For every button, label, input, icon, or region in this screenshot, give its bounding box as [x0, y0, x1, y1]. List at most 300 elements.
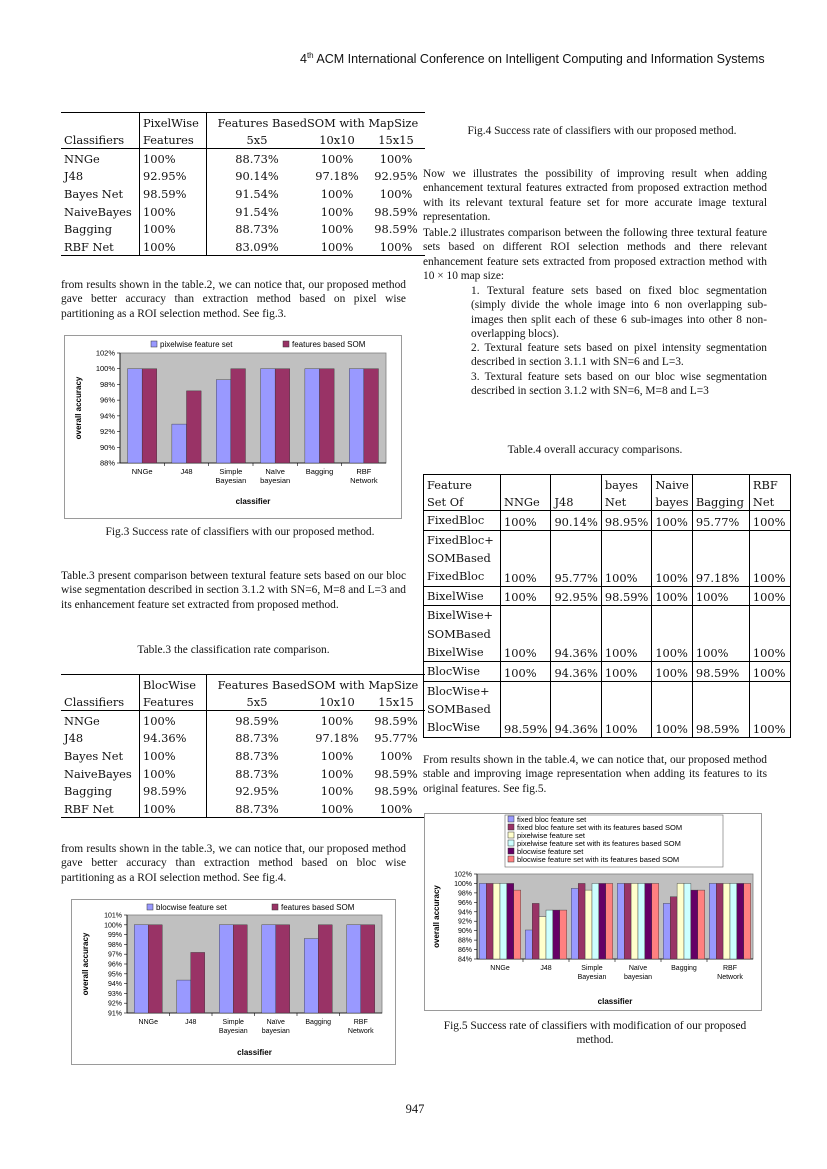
- table-4-header-cell: [692, 475, 749, 493]
- table-3-cell: 88.73%: [235, 766, 279, 781]
- bar: [142, 369, 157, 463]
- table-4-cell: 94.36%: [551, 681, 601, 737]
- table-2-cell: 98.59%: [374, 222, 418, 237]
- x-tick-label: J48: [540, 965, 552, 972]
- table-3-cell: 98.59%: [140, 782, 207, 800]
- legend-label: pixelwise feature set: [517, 831, 585, 840]
- bar: [305, 369, 320, 463]
- y-tick-label: 96%: [457, 899, 472, 907]
- table-2-cell: 83.09%: [235, 239, 279, 254]
- feature-set-label-line: SOMBased: [427, 702, 491, 717]
- x-tick-label: Simple: [581, 965, 603, 972]
- feature-set-list: [471, 284, 767, 398]
- table-2-cell: 98.59%: [374, 204, 418, 219]
- y-tick-label: 98%: [457, 890, 472, 898]
- x-tick-label: RBF: [353, 1019, 368, 1026]
- table-4-cell: 94.36%: [551, 606, 601, 662]
- paragraph-after-table-2: from results shown in the table.2, we can notice that, our proposed method gave better accuracy than extraction method based on pixel wise partitioning as a ROI selection method. See fig.3.: [61, 279, 406, 320]
- table-2-header-cell: SOM with MapSize: [307, 115, 419, 130]
- y-tick-label: 102%: [454, 871, 472, 879]
- table-4-caption: Table.4 overall accuracy comparisons.: [507, 444, 683, 456]
- bar: [723, 883, 730, 959]
- bar: [128, 369, 143, 463]
- table-4-feature-set-cell: [424, 511, 501, 530]
- paragraph-after-table-3: from results shown in the table.3, we can notice that, our proposed method gave better accuracy than extraction method based on bloc wise partitioning as a ROI selection method. See fig.4.: [61, 843, 406, 884]
- table-3-cell: NNGe: [61, 711, 140, 729]
- plot-area: [127, 915, 382, 1013]
- feature-set-label-line: SOMBased: [427, 550, 491, 565]
- table-2-cell: Bagging: [61, 220, 140, 238]
- table-3-header-cell: 10x10: [307, 693, 367, 711]
- table-4-cell: 100%: [601, 662, 651, 681]
- table-4-cell: 97.18%: [692, 530, 749, 586]
- table-2-cell: 100%: [140, 149, 207, 167]
- plot-area: [120, 353, 386, 463]
- bar: [262, 925, 276, 1013]
- x-tick-label: J48: [185, 1019, 197, 1026]
- paragraph-after-table-4: From results shown in the table.4, we can notice that, our proposed method stable and improving image representation when adding its features to its original features. See fig.5.: [423, 754, 767, 795]
- x-tick-label: Network: [350, 476, 378, 485]
- table-row: [61, 237, 425, 255]
- feature-set-label-line: BixelWise: [427, 588, 484, 603]
- x-axis-label: classifier: [237, 1048, 272, 1057]
- table-4-header-cell: Naive: [652, 475, 693, 493]
- x-tick-label: Bayesian: [577, 974, 607, 981]
- x-tick-label: NNGe: [138, 1019, 158, 1026]
- table-3-cell: Bayes Net: [61, 746, 140, 764]
- table-3-header-cell: 15x15: [367, 693, 425, 711]
- table-3-cell: 98.59%: [235, 713, 279, 728]
- figure-4-caption: Fig.4 Success rate of classifiers with our proposed method.: [467, 125, 737, 137]
- x-tick-label: Bagging: [671, 965, 697, 972]
- header-number: 4: [300, 52, 307, 67]
- bar: [172, 424, 187, 463]
- x-tick-label: NNGe: [131, 467, 153, 476]
- bar: [500, 883, 507, 959]
- table-4-header-cell: Net: [749, 493, 790, 511]
- legend-label: features based SOM: [292, 340, 366, 349]
- legend-swatch: [508, 856, 514, 862]
- legend-swatch: [508, 840, 514, 846]
- legend-swatch: [283, 341, 289, 347]
- y-tick-label: 95%: [107, 971, 122, 979]
- table-3-cell: 88.73%: [235, 748, 279, 763]
- bar: [624, 883, 631, 959]
- table-2-cell: 100%: [320, 186, 354, 201]
- table-3-header-row: [61, 693, 425, 711]
- bar: [231, 369, 246, 463]
- table-4-cell: 100%: [652, 530, 693, 586]
- x-tick-label: Bayesian: [215, 476, 247, 485]
- table-4-cell: 92.95%: [551, 586, 601, 605]
- legend-swatch: [151, 341, 157, 347]
- table-row: [61, 202, 425, 220]
- table-3-cell: J48: [61, 729, 140, 747]
- bar: [585, 890, 592, 959]
- legend-label: fixed bloc feature set: [517, 815, 587, 824]
- legend-swatch: [508, 848, 514, 854]
- table-4-feature-set-cell: [424, 681, 501, 737]
- table-2-cell: 100%: [379, 151, 413, 166]
- table-4-cell: 100%: [749, 511, 790, 530]
- table-row: [61, 220, 425, 238]
- bar: [191, 952, 205, 1013]
- x-tick-label: Bagging: [305, 1019, 332, 1026]
- bar: [638, 883, 645, 959]
- bar: [617, 883, 624, 959]
- figure-4: [71, 899, 396, 1065]
- bar: [216, 380, 231, 463]
- table-2-cell: 90.14%: [235, 169, 279, 184]
- table-4-cell: 90.14%: [551, 511, 601, 530]
- table-2-cell: RBF Net: [61, 237, 140, 255]
- bar: [698, 890, 705, 959]
- feature-set-label-line: FixedBloc+: [427, 532, 494, 547]
- table-3-cell: 92.95%: [235, 784, 279, 799]
- table-row: [61, 746, 425, 764]
- table-3-grid: [61, 674, 425, 818]
- y-axis-label: overall accuracy: [74, 376, 83, 440]
- y-tick-label: 84%: [457, 956, 472, 964]
- table-4-cell: 100%: [652, 586, 693, 605]
- table-4-cell: 100%: [652, 681, 693, 737]
- table-3-cell: 100%: [140, 746, 207, 764]
- bar: [304, 939, 318, 1013]
- table-2-cell: 100%: [320, 239, 354, 254]
- figure-3: [64, 335, 402, 519]
- table-row: [61, 729, 425, 747]
- y-tick-label: 91%: [107, 1010, 122, 1018]
- table-row: [61, 149, 425, 167]
- bar: [479, 883, 486, 959]
- table-2-cell: 100%: [379, 239, 413, 254]
- list-item: 1. Textural feature sets based on fixed bloc segmentation (simply divide the whole image into 6 non overlapping sub-images then split each of these 6 sub-images into other 8 non-overlapping blocs).: [471, 285, 767, 340]
- table-2-header-cell: [61, 113, 140, 131]
- table-4-cell: 98.95%: [601, 511, 651, 530]
- bar: [560, 910, 567, 959]
- table-3-cell: 97.18%: [315, 731, 359, 746]
- legend-swatch: [272, 904, 278, 910]
- x-tick-label: Simple: [219, 467, 243, 476]
- table-row: [424, 530, 791, 586]
- table-2-cell: 100%: [140, 202, 207, 220]
- y-tick-label: 100%: [95, 364, 115, 374]
- table-3-cell: 100%: [379, 801, 413, 816]
- y-axis-label: overall accuracy: [432, 885, 441, 948]
- table-2-header-cell: 10x10: [307, 131, 367, 149]
- table-3-cell: NaiveBayes: [61, 764, 140, 782]
- table-2-header-cell: 15x15: [367, 131, 425, 149]
- paragraph-right-2: Table.2 illustrates comparison between the following three textural feature sets based on different ROI selection methods and there relevant enhancement feature sets extracted from proposed extraction method with 10 × 10 map size:: [423, 227, 767, 282]
- legend-swatch: [147, 904, 153, 910]
- x-tick-label: Naïve: [265, 467, 285, 476]
- table-2-cell: 100%: [320, 222, 354, 237]
- bar: [744, 883, 751, 959]
- figure-5: [424, 813, 762, 1011]
- x-tick-label: Naïve: [266, 1019, 285, 1026]
- bar: [177, 980, 191, 1013]
- table-2-cell: 100%: [140, 237, 207, 255]
- y-tick-label: 93%: [107, 990, 122, 998]
- table-2-cell: 100%: [320, 151, 354, 166]
- table-2-cell: 92.95%: [140, 167, 207, 185]
- bar: [364, 369, 379, 463]
- table-4-feature-set-cell: [424, 606, 501, 662]
- legend-label: pixelwise feature set with its features based SOM: [517, 839, 681, 848]
- feature-set-label-line: SOMBased: [427, 626, 491, 641]
- table-3-cell: 98.59%: [374, 713, 418, 728]
- table-3-cell: 100%: [320, 748, 354, 763]
- paragraph-right-1: Now we illustrates the possibility of improving result when adding enhancement textural features extracted from proposed extraction method with its relevant textural feature set for more accurate image textural representation.: [423, 168, 767, 223]
- bar: [539, 917, 546, 959]
- bar: [486, 883, 493, 959]
- bar: [677, 883, 684, 959]
- table-2-header-cell: Features: [140, 131, 207, 149]
- x-tick-label: bayesian: [260, 476, 291, 485]
- table-4-cell: 100%: [652, 662, 693, 681]
- table-4-cell: 100%: [749, 662, 790, 681]
- bar: [276, 925, 290, 1013]
- table-row: [424, 586, 791, 605]
- table-4-cell: 100%: [601, 681, 651, 737]
- table-3-header-cell: [61, 675, 140, 693]
- x-tick-label: J48: [180, 467, 193, 476]
- y-axis-label: overall accuracy: [81, 932, 90, 996]
- table-4-cell: 98.59%: [692, 681, 749, 737]
- bar: [318, 925, 332, 1013]
- table-2-cell: 100%: [140, 220, 207, 238]
- table-3-cell: RBF Net: [61, 799, 140, 817]
- x-tick-label: bayesian: [261, 1028, 290, 1035]
- table-3-header-cell: Classifiers: [61, 693, 140, 711]
- y-tick-label: 92%: [457, 918, 472, 926]
- table-4-header-row: [424, 493, 791, 511]
- table-4-cell: 100%: [692, 606, 749, 662]
- figure-5-caption: Fig.5 Success rate of classifiers with modification of our proposed method.: [443, 1020, 747, 1047]
- y-tick-label: 94%: [107, 981, 122, 989]
- figure-3-chart: [65, 336, 401, 518]
- bar: [606, 883, 613, 959]
- bar: [219, 925, 233, 1013]
- table-4-cell: 100%: [501, 662, 551, 681]
- table-4-feature-set-cell: [424, 530, 501, 586]
- table-2-cell: Bayes Net: [61, 184, 140, 202]
- table-2-header-cell: 5x5: [207, 131, 308, 149]
- bar: [347, 925, 361, 1013]
- y-tick-label: 92%: [99, 427, 115, 437]
- bar: [571, 888, 578, 959]
- y-tick-label: 96%: [107, 961, 122, 969]
- table-3-cell: 88.73%: [235, 801, 279, 816]
- table-4-header-cell: bayes: [652, 493, 693, 511]
- x-tick-label: NNGe: [490, 965, 510, 972]
- table-4-cell: 100%: [501, 586, 551, 605]
- table-4-header-cell: [501, 475, 551, 493]
- y-tick-label: 102%: [95, 348, 115, 358]
- bar: [730, 883, 737, 959]
- header-superscript: th: [306, 51, 314, 60]
- table-3-cell: 100%: [140, 711, 207, 729]
- table-4-cell: 94.36%: [551, 662, 601, 681]
- legend-swatch: [508, 824, 514, 830]
- table-4-header-row: [424, 475, 791, 493]
- table-3-cell: 100%: [320, 784, 354, 799]
- x-tick-label: RBF: [723, 965, 737, 972]
- table-2-cell: 100%: [320, 204, 354, 219]
- table-4-cell: 100%: [749, 530, 790, 586]
- bar: [709, 883, 716, 959]
- table-3-header-cell: Features Based: [217, 677, 307, 692]
- table-row: [61, 711, 425, 729]
- table-4-header-cell: bayes: [601, 475, 651, 493]
- x-axis-label: classifier: [597, 997, 633, 1006]
- y-tick-label: 96%: [99, 395, 115, 405]
- table-2-header-cell: PixelWise: [140, 113, 207, 131]
- bar: [187, 391, 202, 463]
- y-tick-label: 98%: [107, 941, 122, 949]
- bar: [361, 925, 375, 1013]
- bar: [546, 910, 553, 959]
- table-4-cell: 100%: [601, 530, 651, 586]
- table-3-header-row: [61, 675, 425, 693]
- bar: [599, 883, 606, 959]
- table-row: [424, 606, 791, 662]
- y-tick-label: 101%: [104, 912, 122, 920]
- x-axis-label: classifier: [235, 497, 271, 506]
- table-3-cell: 98.59%: [374, 784, 418, 799]
- figure-5-chart: [425, 814, 761, 1010]
- bar: [261, 369, 276, 463]
- table-row: [61, 184, 425, 202]
- list-item: 3. Textural feature sets based on our bloc wise segmentation described in section 3.1.2 with SN=6, M=8 and L=3: [471, 370, 767, 398]
- y-tick-label: 98%: [99, 379, 115, 389]
- table-3-cell: Bagging: [61, 782, 140, 800]
- y-tick-label: 88%: [99, 458, 115, 468]
- bar: [514, 890, 521, 959]
- table-3-cell: 100%: [320, 766, 354, 781]
- table-4-cell: 100%: [749, 586, 790, 605]
- bar: [525, 930, 532, 959]
- bar: [275, 369, 290, 463]
- table-2-cell: 91.54%: [235, 204, 279, 219]
- y-tick-label: 86%: [457, 947, 472, 955]
- x-tick-label: RBF: [356, 467, 372, 476]
- y-tick-label: 90%: [99, 442, 115, 452]
- bar: [691, 890, 698, 959]
- legend-swatch: [508, 816, 514, 822]
- y-tick-label: 100%: [454, 880, 472, 888]
- table-4-feature-set-cell: [424, 586, 501, 605]
- table-row: [424, 681, 791, 737]
- table-4-cell: 100%: [501, 606, 551, 662]
- table-4-cell: 98.59%: [601, 586, 651, 605]
- table-2-cell: 97.18%: [315, 169, 359, 184]
- table-4-grid: [423, 474, 791, 738]
- table-4-cell: 98.59%: [501, 681, 551, 737]
- y-tick-label: 97%: [107, 951, 122, 959]
- table-4-header-cell: Feature: [424, 475, 501, 493]
- page-number: 947: [405, 1102, 425, 1116]
- bar: [320, 369, 335, 463]
- table-3-cell: 95.77%: [374, 731, 418, 746]
- table-4-cell: 95.77%: [692, 511, 749, 530]
- table-3-cell: 94.36%: [140, 729, 207, 747]
- running-header: [300, 51, 765, 66]
- table-4-header-cell: Net: [601, 493, 651, 511]
- y-tick-label: 94%: [99, 411, 115, 421]
- bar: [592, 883, 599, 959]
- table-row: [424, 511, 791, 530]
- table-2-cell: NNGe: [61, 149, 140, 167]
- y-tick-label: 88%: [457, 937, 472, 945]
- x-tick-label: Naïve: [628, 965, 648, 972]
- bar: [233, 925, 247, 1013]
- bar: [684, 883, 691, 959]
- bar: [134, 925, 148, 1013]
- table-3-cell: 100%: [320, 801, 354, 816]
- table-2-cell: 91.54%: [235, 186, 279, 201]
- x-tick-label: Network: [717, 974, 743, 981]
- bar: [716, 883, 723, 959]
- figure-4-chart: [72, 900, 395, 1064]
- legend-label: fixed bloc feature set with its features based SOM: [517, 823, 683, 832]
- feature-set-label-line: BlocWise: [427, 720, 480, 735]
- table-2-cell: 100%: [379, 186, 413, 201]
- bar: [493, 883, 500, 959]
- bar: [578, 883, 585, 959]
- table-4-cell: 100%: [692, 586, 749, 605]
- bar: [737, 883, 744, 959]
- table-3-cell: 88.73%: [235, 731, 279, 746]
- bar: [663, 903, 670, 959]
- bar: [532, 903, 539, 959]
- table-2-header-cell: Features Based: [217, 115, 307, 130]
- table-4-header-cell: J48: [551, 493, 601, 511]
- y-tick-label: 92%: [107, 1000, 122, 1008]
- table-3-cell: 100%: [140, 799, 207, 817]
- table-row: [61, 799, 425, 817]
- table-2-cell: J48: [61, 167, 140, 185]
- legend-label: features based SOM: [281, 903, 355, 912]
- table-4-cell: 100%: [652, 511, 693, 530]
- paragraph-table-3-intro: Table.3 present comparison between textural feature sets based on our bloc wise segmentation described in section 3.1.2 with SN=6, M=8 and L=3 and its enhancement feature set extracted from proposed method.: [61, 570, 406, 611]
- bar: [652, 883, 659, 959]
- header-text: ACM International Conference on Intelligent Computing and Information Systems: [313, 52, 765, 67]
- table-3-cell: 100%: [140, 764, 207, 782]
- table-2-cell: 92.95%: [374, 169, 418, 184]
- table-4-cell: 100%: [749, 681, 790, 737]
- feature-set-label-line: BixelWise+: [427, 608, 494, 623]
- table-3-header-cell: SOM with MapSize: [307, 677, 419, 692]
- table-3-header-cell: 5x5: [207, 693, 308, 711]
- x-tick-label: bayesian: [623, 974, 653, 981]
- table-4-header-cell: Bagging: [692, 493, 749, 511]
- table-2: [61, 112, 425, 256]
- legend-label: pixelwise feature set: [160, 340, 233, 349]
- table-2-grid: [61, 112, 425, 256]
- table-3-caption: Table.3 the classification rate comparison.: [137, 644, 330, 656]
- x-tick-label: Simple: [222, 1019, 244, 1026]
- legend-label: blocwise feature set: [517, 847, 584, 856]
- table-2-header-row: [61, 131, 425, 149]
- legend-label: blocwise feature set with its features based SOM: [517, 855, 680, 864]
- bar: [645, 883, 652, 959]
- x-tick-label: Bagging: [305, 467, 334, 476]
- table-3: [61, 674, 425, 818]
- table-4-header-cell: NNGe: [501, 493, 551, 511]
- y-tick-label: 99%: [107, 932, 122, 940]
- table-3-cell: 100%: [320, 713, 354, 728]
